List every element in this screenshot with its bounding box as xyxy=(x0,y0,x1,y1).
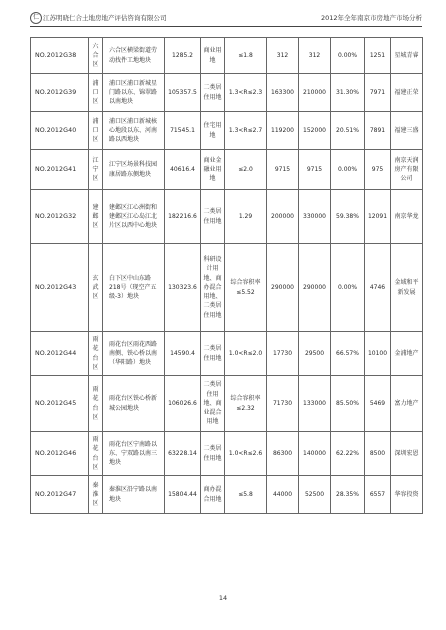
cell-land-use: 科研设计用地、商办混合用地、二类居住用地 xyxy=(201,244,225,332)
cell-plot-ratio: 综合容积率≤5.52 xyxy=(225,244,267,332)
table-row xyxy=(31,476,423,514)
cell-buyer: 南京华龙 xyxy=(391,190,423,244)
cell-land-area: 63228.14 xyxy=(165,432,201,476)
table-body xyxy=(31,38,423,514)
cell-buyer: 星城青睿 xyxy=(391,38,423,74)
cell-district: 雨花台区 xyxy=(89,376,103,432)
table-row xyxy=(31,74,423,112)
cell-start-price: 9715 xyxy=(267,150,299,190)
cell-start-price: 119200 xyxy=(267,112,299,150)
cell-district: 建邺区 xyxy=(89,190,103,244)
cell-buyer: 华容投资 xyxy=(391,476,423,514)
cell-record-id: NO.2012G47 xyxy=(31,476,89,514)
table-row xyxy=(31,38,423,74)
cell-location: 浦口区浦口新城星门路以东、锦翠路以南地块 xyxy=(103,74,165,112)
cell-land-area: 15804.44 xyxy=(165,476,201,514)
cell-land-use: 商业金融业用地 xyxy=(201,150,225,190)
cell-unit-price: 5469 xyxy=(365,376,391,432)
cell-land-use: 商办混合用地 xyxy=(201,476,225,514)
cell-buyer: 福建正荣 xyxy=(391,74,423,112)
cell-land-area: 130323.6 xyxy=(165,244,201,332)
cell-land-use: 商业用地 xyxy=(201,38,225,74)
cell-record-id: NO.2012G46 xyxy=(31,432,89,476)
header-divider xyxy=(30,26,422,27)
cell-land-use: 二类居住用地 xyxy=(201,190,225,244)
cell-land-area: 105357.5 xyxy=(165,74,201,112)
table-row xyxy=(31,112,423,150)
table-row xyxy=(31,150,423,190)
table-row xyxy=(31,332,423,376)
cell-buyer: 深圳宏恩 xyxy=(391,432,423,476)
cell-plot-ratio: ≤2.0 xyxy=(225,150,267,190)
table-row xyxy=(31,244,423,332)
cell-deal-price: 9715 xyxy=(299,150,331,190)
cell-location: 浦口区浦口新城核心地段以东、河南路以西地块 xyxy=(103,112,165,150)
cell-record-id: NO.2012G41 xyxy=(31,150,89,190)
cell-plot-ratio: 综合容积率≤2.32 xyxy=(225,376,267,432)
page-number: 14 xyxy=(218,594,228,602)
land-transaction-table xyxy=(30,37,423,514)
cell-unit-price: 10100 xyxy=(365,332,391,376)
cell-plot-ratio: 1.3<R≤2.7 xyxy=(225,112,267,150)
cell-district: 浦口区 xyxy=(89,112,103,150)
cell-premium-rate: 66.57% xyxy=(331,332,365,376)
cell-record-id: NO.2012G39 xyxy=(31,74,89,112)
cell-unit-price: 4746 xyxy=(365,244,391,332)
cell-deal-price: 210000 xyxy=(299,74,331,112)
cell-district: 玄武区 xyxy=(89,244,103,332)
cell-plot-ratio: 1.0<R≤2.0 xyxy=(225,332,267,376)
cell-location: 江宁区场景科技园康居路东侧地块 xyxy=(103,150,165,190)
cell-deal-price: 133000 xyxy=(299,376,331,432)
cell-land-area: 1285.2 xyxy=(165,38,201,74)
cell-unit-price: 8500 xyxy=(365,432,391,476)
cell-premium-rate: 59.38% xyxy=(331,190,365,244)
cell-record-id: NO.2012G45 xyxy=(31,376,89,432)
cell-unit-price: 1251 xyxy=(365,38,391,74)
cell-start-price: 200000 xyxy=(267,190,299,244)
cell-premium-rate: 62.22% xyxy=(331,432,365,476)
cell-record-id: NO.2012G44 xyxy=(31,332,89,376)
cell-premium-rate: 0.00% xyxy=(331,38,365,74)
cell-land-use: 住宅用地 xyxy=(201,112,225,150)
cell-deal-price: 29500 xyxy=(299,332,331,376)
cell-premium-rate: 85.50% xyxy=(331,376,365,432)
cell-unit-price: 7891 xyxy=(365,112,391,150)
cell-land-use: 二类居住用地、商业混合用地 xyxy=(201,376,225,432)
cell-deal-price: 330000 xyxy=(299,190,331,244)
cell-district: 浦口区 xyxy=(89,74,103,112)
cell-plot-ratio: 1.3<R≤2.3 xyxy=(225,74,267,112)
report-title: 2012年全年南京市房地产市场分析 xyxy=(320,14,422,22)
cell-record-id: NO.2012G40 xyxy=(31,112,89,150)
cell-location: 建邺区江心洲街和建邺区江心岛江北片区以西中心地块 xyxy=(103,190,165,244)
cell-buyer: 富力地产 xyxy=(391,376,423,432)
cell-deal-price: 140000 xyxy=(299,432,331,476)
cell-start-price: 86300 xyxy=(267,432,299,476)
cell-plot-ratio: 1.0<R≤2.6 xyxy=(225,432,267,476)
cell-start-price: 290000 xyxy=(267,244,299,332)
cell-location: 雨花台区宁南路以东、宁双路以南三地块 xyxy=(103,432,165,476)
cell-land-area: 182216.6 xyxy=(165,190,201,244)
cell-land-area: 106026.6 xyxy=(165,376,201,432)
cell-location: 秦淮区沿宁路以南地块 xyxy=(103,476,165,514)
cell-district: 雨花台区 xyxy=(89,332,103,376)
cell-premium-rate: 28.35% xyxy=(331,476,365,514)
cell-start-price: 44000 xyxy=(267,476,299,514)
cell-unit-price: 12091 xyxy=(365,190,391,244)
cell-start-price: 312 xyxy=(267,38,299,74)
cell-unit-price: 7971 xyxy=(365,74,391,112)
cell-start-price: 17730 xyxy=(267,332,299,376)
cell-location: 雨花台区雨花西路南侧、铁心桥以南（华阳路）地块 xyxy=(103,332,165,376)
cell-land-use: 二类居住用地 xyxy=(201,332,225,376)
table-row xyxy=(31,190,423,244)
table-row xyxy=(31,432,423,476)
cell-deal-price: 152000 xyxy=(299,112,331,150)
cell-location: 雨花台区铁心桥新城公园地块 xyxy=(103,376,165,432)
cell-buyer: 金浦地产 xyxy=(391,332,423,376)
cell-start-price: 71730 xyxy=(267,376,299,432)
cell-plot-ratio: ≤1.8 xyxy=(225,38,267,74)
cell-district: 六合区 xyxy=(89,38,103,74)
cell-location: 白下区中山东路218号（现空产五级-3）地块 xyxy=(103,244,165,332)
cell-buyer: 福建三盛 xyxy=(391,112,423,150)
cell-land-use: 二类居住用地 xyxy=(201,74,225,112)
cell-unit-price: 6557 xyxy=(365,476,391,514)
cell-plot-ratio: ≤5.8 xyxy=(225,476,267,514)
cell-record-id: NO.2012G32 xyxy=(31,190,89,244)
cell-premium-rate: 31.30% xyxy=(331,74,365,112)
cell-buyer: 南京天润房产有限公司 xyxy=(391,150,423,190)
cell-premium-rate: 0.00% xyxy=(331,244,365,332)
cell-location: 六合区横梁街道劳动找件工地地块 xyxy=(103,38,165,74)
cell-land-use: 二类居住用地 xyxy=(201,432,225,476)
cell-land-area: 40616.4 xyxy=(165,150,201,190)
cell-deal-price: 52500 xyxy=(299,476,331,514)
cell-plot-ratio: 1.29 xyxy=(225,190,267,244)
page-header xyxy=(30,12,422,26)
cell-record-id: NO.2012G43 xyxy=(31,244,89,332)
company-name: 江苏明晓仁合土地房地产评估咨询有限公司 xyxy=(43,14,167,22)
cell-district: 江宁区 xyxy=(89,150,103,190)
cell-deal-price: 290000 xyxy=(299,244,331,332)
cell-district: 秦淮区 xyxy=(89,476,103,514)
cell-premium-rate: 0.00% xyxy=(331,150,365,190)
cell-record-id: NO.2012G38 xyxy=(31,38,89,74)
cell-district: 雨花台区 xyxy=(89,432,103,476)
cell-land-area: 14590.4 xyxy=(165,332,201,376)
cell-premium-rate: 20.51% xyxy=(331,112,365,150)
cell-deal-price: 312 xyxy=(299,38,331,74)
table-row xyxy=(31,376,423,432)
company-logo-icon: 仁 xyxy=(30,12,42,24)
cell-buyer: 金域和平新发展 xyxy=(391,244,423,332)
cell-unit-price: 975 xyxy=(365,150,391,190)
cell-start-price: 163300 xyxy=(267,74,299,112)
cell-land-area: 71545.1 xyxy=(165,112,201,150)
